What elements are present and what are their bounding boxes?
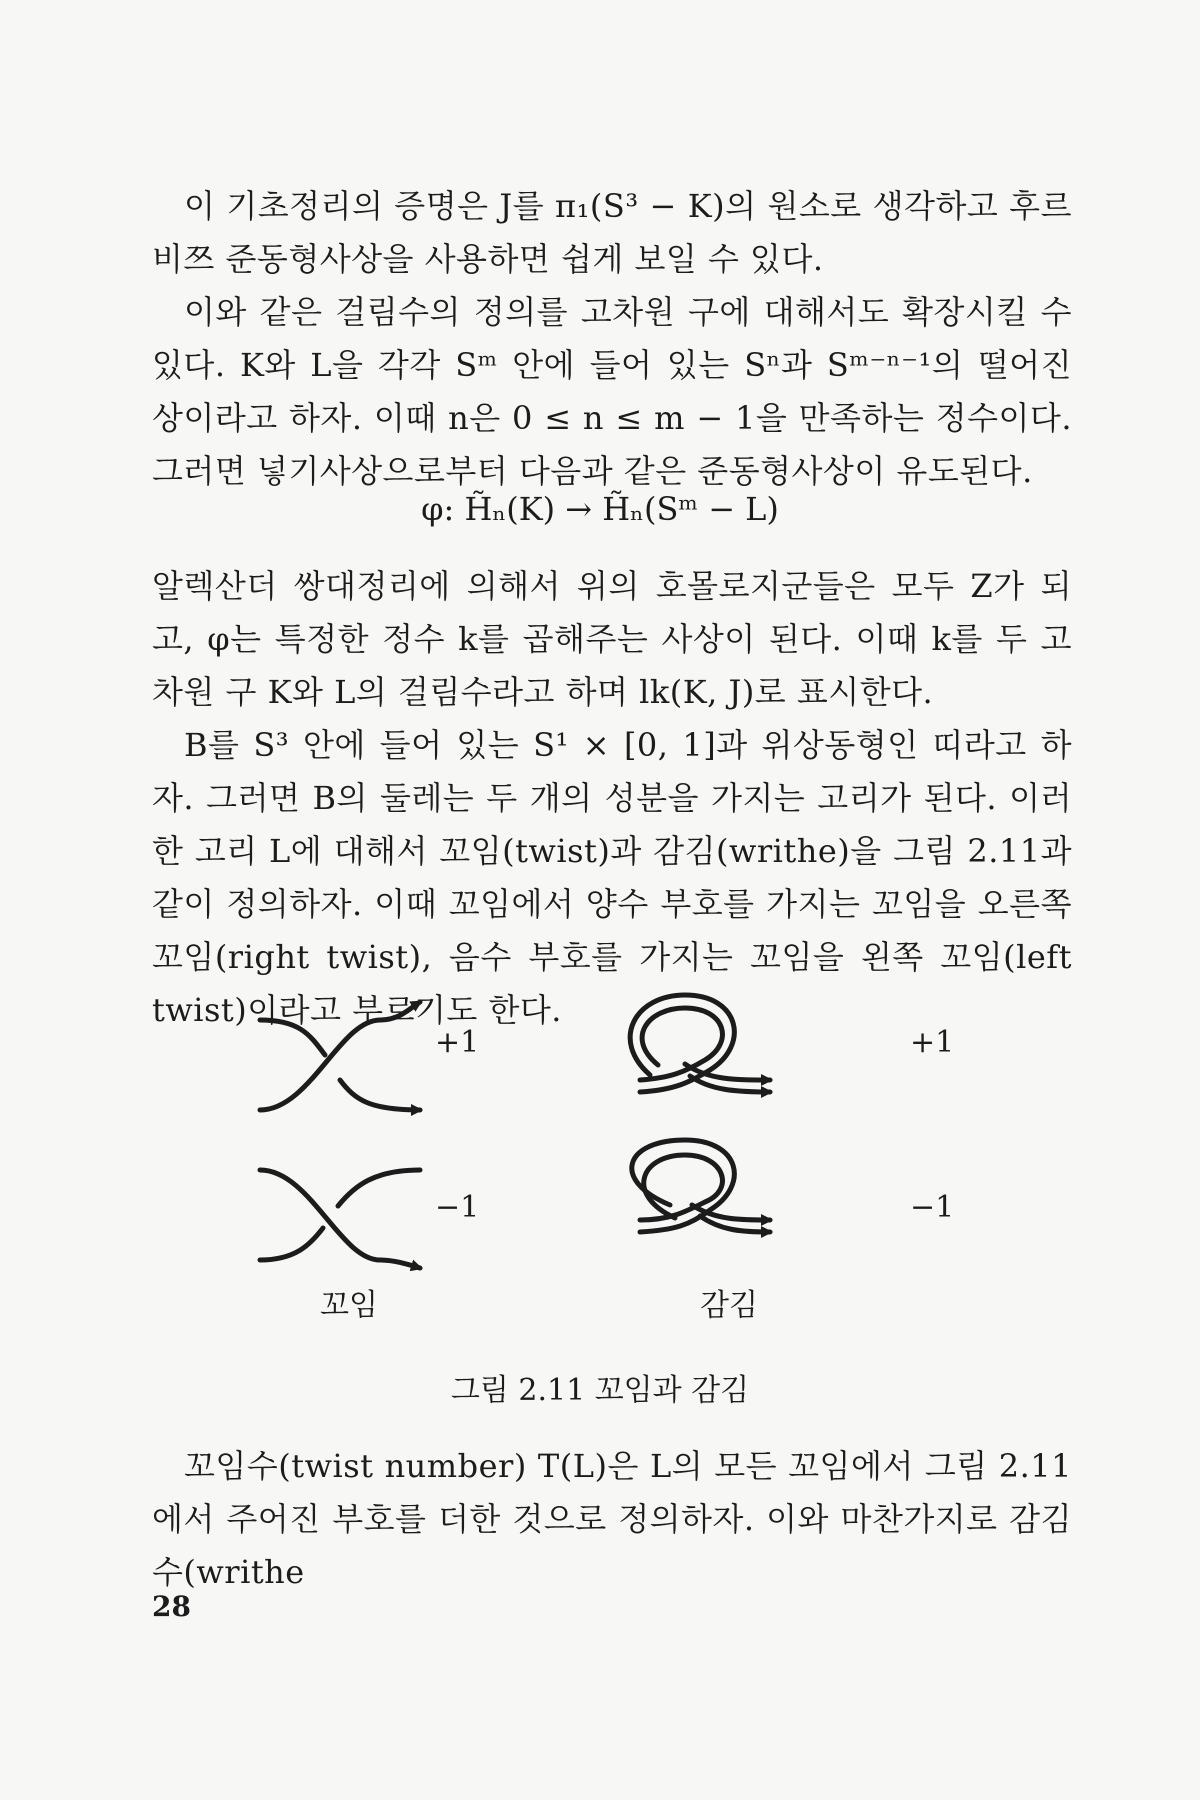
writhe-minus-label: −1	[910, 1190, 955, 1225]
writhe-plus-label: +1	[910, 1025, 955, 1060]
paragraph-1: 이 기초정리의 증명은 J를 π₁(S³ − K)의 원소로 생각하고 후르비쯔 준동형사상을 사용하면 쉽게 보일 수 있다.	[152, 187, 1072, 278]
figure-caption: 그림 2.11 꼬임과 감김	[450, 1373, 750, 1408]
writhe-minus-icon	[632, 1140, 770, 1232]
paragraph-3: 알렉산더 쌍대정리에 의해서 위의 호몰로지군들은 모두 Z가 되고, φ는 특정한 정수 k를 곱해주는 사상이 된다. 이때 k를 두 고차원 구 K와 L의 걸림수라고 하며 lk(K, J)로 표시한다.	[152, 567, 1072, 711]
formula: φ: H̃ₙ(K) → H̃ₙ(Sᵐ − L)	[421, 490, 779, 528]
twist-caption-label: 꼬임	[320, 1288, 378, 1323]
paragraph-block-1	[152, 180, 1072, 498]
figure-diagram	[230, 980, 1010, 1320]
twist-minus-icon	[260, 1170, 420, 1268]
paragraph-block-3	[152, 1440, 1072, 1599]
twist-plus-icon	[260, 1002, 420, 1110]
paragraph-block-2	[152, 560, 1072, 1037]
figure-2-11	[230, 980, 1010, 1323]
paragraph-2: 이와 같은 걸림수의 정의를 고차원 구에 대해서도 확장시킬 수 있다. K와 L을 각각 Sᵐ 안에 들어 있는 Sⁿ과 Sᵐ⁻ⁿ⁻¹의 떨어진 상이라고 하자. 이때 n은 0 ≤ n ≤ m − 1을 만족하는 정수이다. 그러면 넣기사상으로부터 다음과 같은 준동형사상이 유도된다.	[152, 293, 1072, 490]
paragraph-5: 꼬임수(twist number) T(L)은 L의 모든 꼬임에서 그림 2.11에서 주어진 부호를 더한 것으로 정의하자. 이와 마찬가지로 감김수(writhe	[152, 1447, 1072, 1591]
twist-minus-label: −1	[435, 1190, 480, 1225]
paragraph-4: B를 S³ 안에 들어 있는 S¹ × [0, 1]과 위상동형인 띠라고 하자. 그러면 B의 둘레는 두 개의 성분을 가지는 고리가 된다. 이러한 고리 L에 대해서 꼬임(twist)과 감김(writhe)을 그림 2.11과 같이 정의하자. 이때 꼬임에서 양수 부호를 가지는 꼬임을 오른쪽 꼬임(right twist), 음수 부호를 가지는 꼬임을 왼쪽 꼬임(left twist)이라고 부르기도 한다.	[152, 726, 1072, 1029]
writhe-plus-icon	[630, 995, 770, 1092]
page-number: 28	[152, 1590, 191, 1623]
writhe-caption-label: 감김	[700, 1288, 758, 1323]
twist-plus-label: +1	[435, 1025, 480, 1060]
